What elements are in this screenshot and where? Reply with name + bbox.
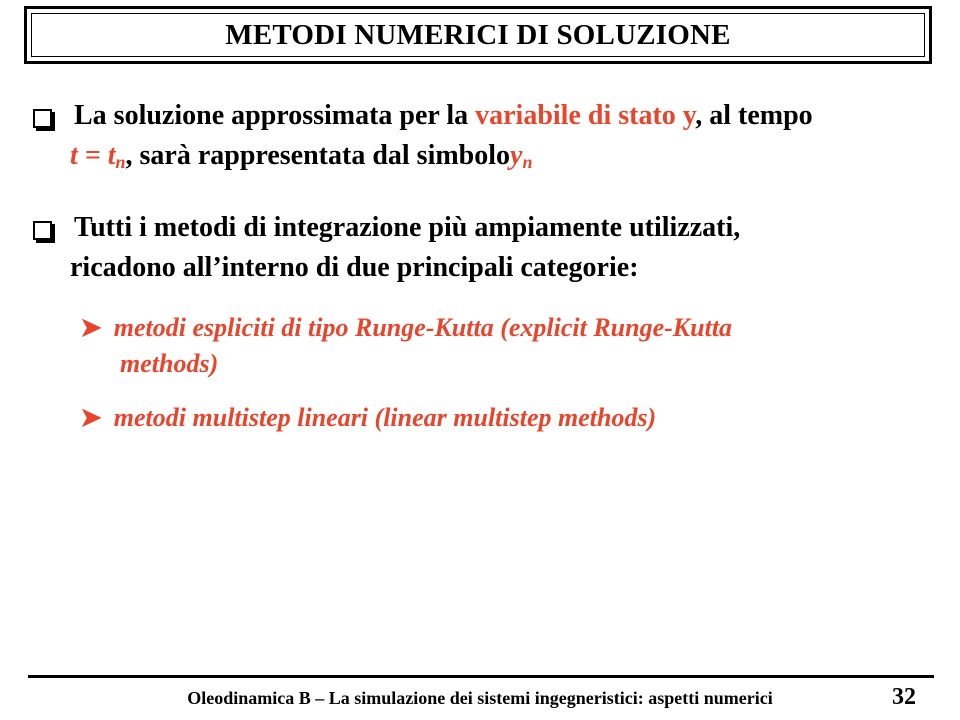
slide-title: METODI NUMERICI DI SOLUZIONE bbox=[225, 18, 731, 51]
bullet-item-2 bbox=[30, 208, 740, 248]
arrow-bullet-icon: ➤ bbox=[80, 403, 102, 432]
sub-item-1-line-1: metodi espliciti di tipo Runge-Kutta (explicit Runge-Kutta bbox=[113, 313, 733, 342]
sub-item-2 bbox=[80, 400, 656, 436]
bullet-1-text bbox=[74, 96, 813, 136]
footer-divider bbox=[28, 675, 934, 678]
page-number: 32 bbox=[892, 684, 916, 710]
bullet-item-1 bbox=[30, 96, 813, 136]
square-bullet-icon bbox=[33, 221, 52, 240]
bullet-2-line-1: Tutti i metodi di integrazione più ampiamente utilizzati, bbox=[74, 212, 741, 243]
state-symbol: $y_n$ bbox=[510, 140, 533, 172]
square-bullet-icon bbox=[33, 109, 52, 128]
sub-item-1-line-2: methods) bbox=[120, 349, 219, 378]
title-inner-frame bbox=[31, 13, 925, 57]
footer-text: Oleodinamica B – La simulazione dei sistemi ingegneristici: aspetti numerici bbox=[187, 688, 773, 708]
bullet-1-line-2-mid: , sarà rappresentata dal simbolo bbox=[125, 140, 511, 171]
arrow-bullet-icon: ➤ bbox=[80, 313, 102, 342]
sub-item-2-line-1: metodi multistep lineari (linear multistep methods) bbox=[113, 403, 657, 432]
bullet-1-line-2 bbox=[70, 136, 532, 176]
sub-item-1 bbox=[80, 310, 732, 346]
bullet-1-line-1 bbox=[74, 96, 813, 136]
time-symbol: $t = t_n$ bbox=[70, 140, 126, 172]
bullet-2-line-2: ricadono all’interno di due principali categorie: bbox=[70, 252, 639, 283]
bullet-1-part-1: La soluzione approssimata per la bbox=[74, 100, 476, 131]
bullet-1-part-2: , al tempo bbox=[695, 100, 813, 131]
title-frame bbox=[24, 6, 932, 64]
bullet-1-highlight: variabile di stato y bbox=[475, 100, 696, 131]
